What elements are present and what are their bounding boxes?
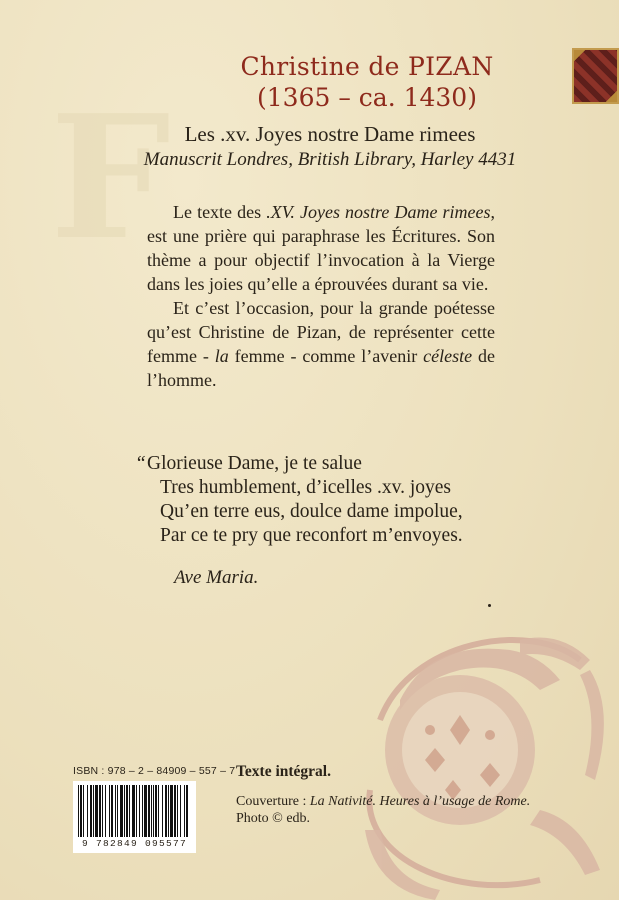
isbn-block <box>73 765 235 853</box>
ave-maria: Ave Maria. <box>174 567 259 588</box>
ornamental-initial <box>340 600 619 900</box>
barcode-bar <box>144 785 147 837</box>
barcode-bar <box>142 785 143 837</box>
barcode-bar <box>95 785 98 837</box>
barcode-bar <box>162 785 163 837</box>
cover-label: Couverture : <box>236 794 310 809</box>
barcode-bar <box>132 785 135 837</box>
barcode-bar <box>124 785 125 837</box>
author-dates: (1365 – ca. 1430) <box>257 83 477 112</box>
summary-paragraph-2 <box>147 296 495 392</box>
barcode-bar <box>186 785 188 837</box>
title-block <box>120 122 540 171</box>
barcode-bar <box>126 785 128 837</box>
barcode-bar <box>83 785 84 837</box>
barcode-bar <box>87 785 88 837</box>
barcode-bar <box>170 785 173 837</box>
barcode-bar <box>117 785 118 837</box>
barcode-bar <box>174 785 176 837</box>
barcode-bar <box>168 785 169 837</box>
barcode-bar <box>111 785 113 837</box>
barcode-bar <box>115 785 116 837</box>
barcode-bar <box>153 785 154 837</box>
barcode-bar <box>180 785 181 837</box>
barcode-bar <box>102 785 103 837</box>
barcode-bar <box>109 785 110 837</box>
cover-title: La Nativité. Heures à l’usage de Rome. <box>309 794 531 809</box>
poem-line-4: Par ce te pry que reconfort m’envoyes. <box>160 525 463 546</box>
poem-excerpt <box>135 452 463 590</box>
summary-p2-prefix: Et c’est l’occasion, pour la grande poétesse qu’est Christine de Pizan, de représenter cette femme - <box>147 298 495 366</box>
barcode-bar <box>177 785 178 837</box>
barcode-bar <box>148 785 150 837</box>
barcode-bar <box>99 785 101 837</box>
barcode-bar <box>93 785 94 837</box>
barcode-digits: 9 782849 095577 <box>81 838 187 849</box>
barcode-bar <box>120 785 123 837</box>
author-name: Christine de PIZAN <box>240 52 494 81</box>
open-quote: “ <box>135 453 146 474</box>
barcode-bar <box>105 785 106 837</box>
summary-p1-italic: .XV. Joyes nostre Dame rimees <box>266 202 491 222</box>
barcode-bar <box>158 785 159 837</box>
barcode-bar <box>165 785 167 837</box>
summary-p2-middle: femme - comme l’avenir <box>228 346 424 366</box>
barcode <box>73 781 196 853</box>
barcode-bar <box>139 785 140 837</box>
summary-paragraph-1 <box>147 200 495 296</box>
watermark-letter: F <box>50 78 171 278</box>
decorative-dot <box>488 604 491 607</box>
barcode-bar <box>151 785 152 837</box>
edition-note: Texte intégral. <box>236 763 331 780</box>
summary-p1-suffix: , est une prière qui paraphrase les Écritures. Son thème a pour objectif l’invocation à la Vierge dans les joies qu’elle a éprouvées durant sa vie. <box>147 202 495 294</box>
publication-info <box>236 763 530 827</box>
barcode-bar <box>78 785 79 837</box>
summary-p2-italic-celeste: céleste <box>423 346 473 366</box>
isbn-number: ISBN : 978 – 2 – 84909 – 557 – 7 <box>73 765 236 777</box>
barcode-bar <box>80 785 82 837</box>
poem-line-1: Glorieuse Dame, je te salue <box>147 453 362 474</box>
poem-line-3: Qu’en terre eus, doulce dame impolue, <box>160 501 463 522</box>
barcode-bar <box>90 785 92 837</box>
summary-text <box>147 200 495 392</box>
author-block <box>0 52 619 112</box>
barcode-bar <box>136 785 137 837</box>
summary-p1-prefix: Le texte des <box>173 202 267 222</box>
barcode-bar <box>155 785 157 837</box>
cover-credit <box>236 794 530 810</box>
book-title: Les .xv. Joyes nostre Dame rimees <box>184 122 476 146</box>
barcode-bar <box>129 785 130 837</box>
manuscript-reference: Manuscrit Londres, British Library, Harley 4431 <box>143 149 517 170</box>
photo-credit: Photo © edb. <box>236 811 311 826</box>
barcode-bar <box>184 785 185 837</box>
barcode-bars <box>76 785 193 837</box>
summary-p2-suffix: de l’homme. <box>147 346 495 390</box>
summary-p2-italic-la: la <box>214 346 229 366</box>
poem-line-2: Tres humblement, d’icelles .xv. joyes <box>160 477 452 498</box>
